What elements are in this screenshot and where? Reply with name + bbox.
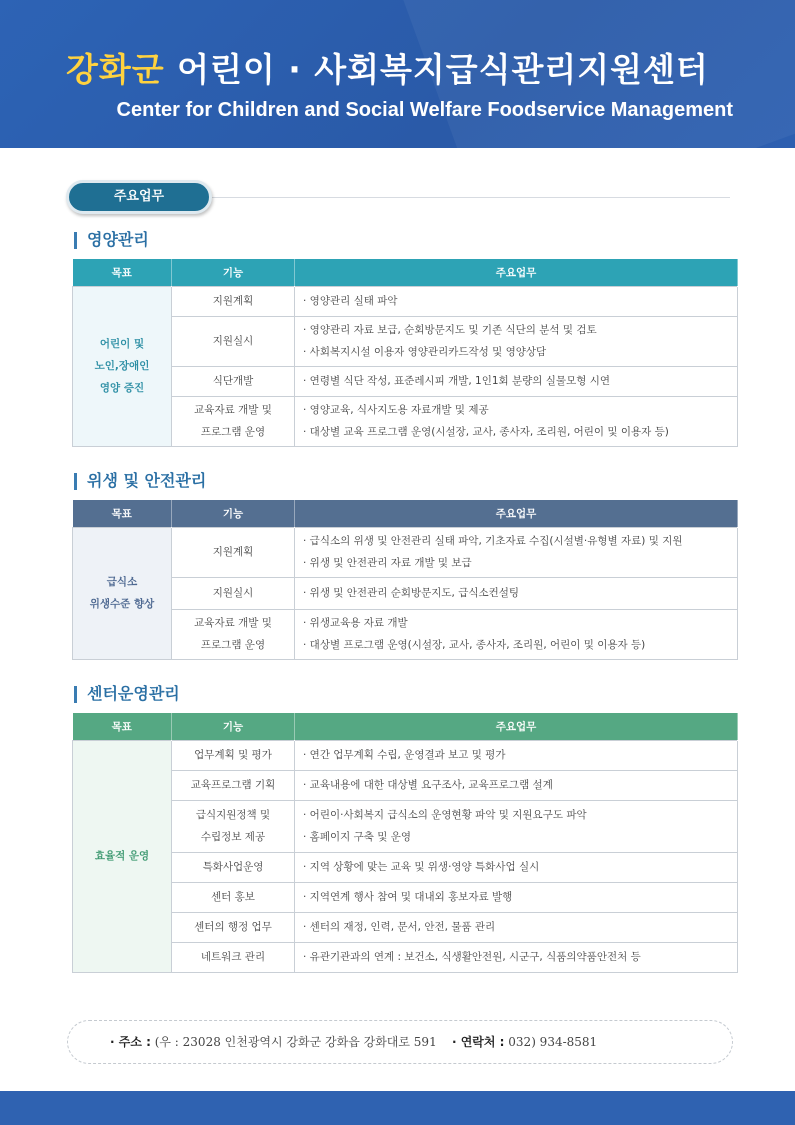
column-header-function: 기능 bbox=[172, 500, 295, 527]
task-line: · 영양교육, 식사지도용 자료개발 및 제공 bbox=[303, 404, 489, 416]
function-cell bbox=[172, 316, 295, 366]
task-line: · 연간 업무계획 수립, 운영결과 보고 및 평가 bbox=[303, 749, 506, 761]
table-row bbox=[73, 770, 738, 800]
tasks-cell bbox=[295, 740, 738, 770]
column-header-function: 기능 bbox=[172, 259, 295, 286]
page-subtitle: Center for Children and Social Welfare Foodservice Management bbox=[116, 99, 733, 121]
contact-info-box bbox=[67, 1020, 733, 1064]
task-line: · 지역연계 행사 참여 및 대내외 홍보자료 발행 bbox=[303, 891, 513, 903]
main-label-badge: 주요업무 bbox=[66, 180, 212, 214]
table-row bbox=[73, 942, 738, 972]
column-header-tasks: 주요업무 bbox=[295, 259, 738, 286]
function-line: 지원계획 bbox=[212, 546, 254, 558]
function-line: 교육프로그램 기획 bbox=[190, 779, 276, 791]
function-cell bbox=[172, 396, 295, 446]
task-line: · 어린이·사회복지 급식소의 운영현황 파악 및 지원요구도 파악 bbox=[303, 809, 587, 821]
column-header-tasks: 주요업무 bbox=[295, 500, 738, 527]
function-line: 지원실시 bbox=[212, 335, 254, 347]
function-cell bbox=[172, 740, 295, 770]
task-line: · 영양관리 실태 파악 bbox=[303, 295, 398, 307]
column-header-goal: 목표 bbox=[73, 500, 172, 527]
table-row bbox=[73, 852, 738, 882]
table-row bbox=[73, 800, 738, 852]
page-title bbox=[66, 44, 709, 91]
function-cell bbox=[172, 942, 295, 972]
task-line: · 대상별 교육 프로그램 운영(시설장, 교사, 종사자, 조리원, 어린이 및 이용자 등) bbox=[303, 426, 669, 438]
tasks-cell bbox=[295, 882, 738, 912]
table-header-row bbox=[73, 713, 738, 740]
task-line: · 연령별 식단 작성, 표준레시피 개발, 1인1회 분량의 실물모형 시연 bbox=[303, 375, 610, 387]
column-header-tasks: 주요업무 bbox=[295, 713, 738, 740]
tasks-cell bbox=[295, 912, 738, 942]
function-cell bbox=[172, 882, 295, 912]
nutrition-table bbox=[72, 259, 738, 447]
table-header-row bbox=[73, 259, 738, 286]
function-line: 프로그램 운영 bbox=[200, 639, 266, 651]
hygiene-table bbox=[72, 500, 738, 660]
tasks-cell bbox=[295, 527, 738, 577]
table-row bbox=[73, 609, 738, 659]
task-line: · 급식소의 위생 및 안전관리 실태 파악, 기초자료 수집(시설별·유형별 자료) 및 지원 bbox=[303, 535, 683, 547]
function-cell bbox=[172, 366, 295, 396]
section-title-operations: 센터운영관리 bbox=[74, 686, 180, 703]
section-title-nutrition: 영양관리 bbox=[74, 232, 149, 249]
task-line: · 지역 상황에 맞는 교육 및 위생·영양 특화사업 실시 bbox=[303, 861, 540, 873]
goal-line: 효율적 운영 bbox=[94, 850, 150, 862]
task-line: · 대상별 프로그램 운영(시설장, 교사, 종사자, 조리원, 어린이 및 이용자 등) bbox=[303, 639, 646, 651]
goal-line: 노인,장애인 bbox=[94, 360, 150, 372]
tasks-cell bbox=[295, 609, 738, 659]
function-cell bbox=[172, 609, 295, 659]
tasks-cell bbox=[295, 770, 738, 800]
goal-line: 영양 증진 bbox=[99, 382, 145, 394]
function-line: 교육자료 개발 및 bbox=[194, 617, 272, 629]
task-line: · 센터의 재정, 인력, 문서, 안전, 물품 관리 bbox=[303, 921, 496, 933]
table-row bbox=[73, 316, 738, 366]
task-line: · 홈페이지 구축 및 운영 bbox=[303, 831, 411, 843]
function-cell bbox=[172, 286, 295, 316]
tasks-cell bbox=[295, 366, 738, 396]
function-cell bbox=[172, 852, 295, 882]
task-line: · 유관기관과의 연계 : 보건소, 식생활안전원, 시군구, 식품의약품안전처 등 bbox=[303, 951, 641, 963]
column-header-function: 기능 bbox=[172, 713, 295, 740]
function-line: 급식지원정책 및 bbox=[195, 809, 271, 821]
function-line: 센터 홍보 bbox=[211, 891, 255, 903]
function-cell bbox=[172, 527, 295, 577]
contact-value: 032) 934-8581 bbox=[504, 1035, 598, 1049]
goal-line: 위생수준 향상 bbox=[89, 598, 155, 610]
function-line: 프로그램 운영 bbox=[200, 426, 266, 438]
task-line: · 영양관리 자료 보급, 순회방문지도 및 기존 식단의 분석 및 검토 bbox=[303, 324, 597, 336]
title-accent: 강화군 bbox=[66, 50, 165, 89]
main-label-row bbox=[66, 180, 730, 214]
task-line: · 교육내용에 대한 대상별 요구조사, 교육프로그램 설계 bbox=[303, 779, 553, 791]
table-row bbox=[73, 366, 738, 396]
function-line: 네트워크 관리 bbox=[200, 951, 266, 963]
function-line: 업무계획 및 평가 bbox=[194, 749, 272, 761]
function-cell bbox=[172, 912, 295, 942]
table-row bbox=[73, 740, 738, 770]
tasks-cell bbox=[295, 942, 738, 972]
goal-line: 급식소 bbox=[106, 576, 138, 588]
bottom-bar bbox=[0, 1091, 795, 1125]
table-row bbox=[73, 882, 738, 912]
divider-line bbox=[206, 197, 730, 198]
address-label: · 주소 : bbox=[110, 1035, 151, 1049]
function-line: 지원실시 bbox=[212, 587, 254, 599]
table-row bbox=[73, 577, 738, 609]
function-line: 센터의 행정 업무 bbox=[194, 921, 272, 933]
function-line: 특화사업운영 bbox=[202, 861, 264, 873]
table-row bbox=[73, 527, 738, 577]
operations-table bbox=[72, 713, 738, 973]
table-header-row bbox=[73, 500, 738, 527]
function-line: 수립정보 제공 bbox=[200, 831, 266, 843]
tasks-cell bbox=[295, 577, 738, 609]
address-value: (우 : 23028 인천광역시 강화군 강화읍 강화대로 591 bbox=[150, 1035, 437, 1049]
goal-cell bbox=[73, 527, 172, 659]
goal-cell bbox=[73, 286, 172, 446]
goal-cell bbox=[73, 740, 172, 972]
table-row bbox=[73, 286, 738, 316]
contact-label: · 연락처 : bbox=[451, 1035, 505, 1049]
function-line: 지원계획 bbox=[212, 295, 254, 307]
tasks-cell bbox=[295, 316, 738, 366]
task-line: · 사회복지시설 이용자 영양관리카드작성 및 영양상담 bbox=[303, 346, 547, 358]
task-line: · 위생 및 안전관리 순회방문지도, 급식소컨설팅 bbox=[303, 587, 520, 599]
column-header-goal: 목표 bbox=[73, 713, 172, 740]
tasks-cell bbox=[295, 396, 738, 446]
tasks-cell bbox=[295, 286, 738, 316]
function-line: 교육자료 개발 및 bbox=[194, 404, 272, 416]
tasks-cell bbox=[295, 800, 738, 852]
title-rest: 어린이 · 사회복지급식관리지원센터 bbox=[164, 50, 709, 89]
task-line: · 위생 및 안전관리 자료 개발 및 보급 bbox=[303, 557, 472, 569]
function-cell bbox=[172, 770, 295, 800]
tasks-cell bbox=[295, 852, 738, 882]
goal-line: 어린이 및 bbox=[99, 338, 145, 350]
page-header bbox=[0, 0, 795, 148]
function-cell bbox=[172, 800, 295, 852]
section-title-hygiene: 위생 및 안전관리 bbox=[74, 473, 206, 490]
function-line: 식단개발 bbox=[212, 375, 254, 387]
table-row bbox=[73, 912, 738, 942]
task-line: · 위생교육용 자료 개발 bbox=[303, 617, 408, 629]
column-header-goal: 목표 bbox=[73, 259, 172, 286]
table-row bbox=[73, 396, 738, 446]
function-cell bbox=[172, 577, 295, 609]
